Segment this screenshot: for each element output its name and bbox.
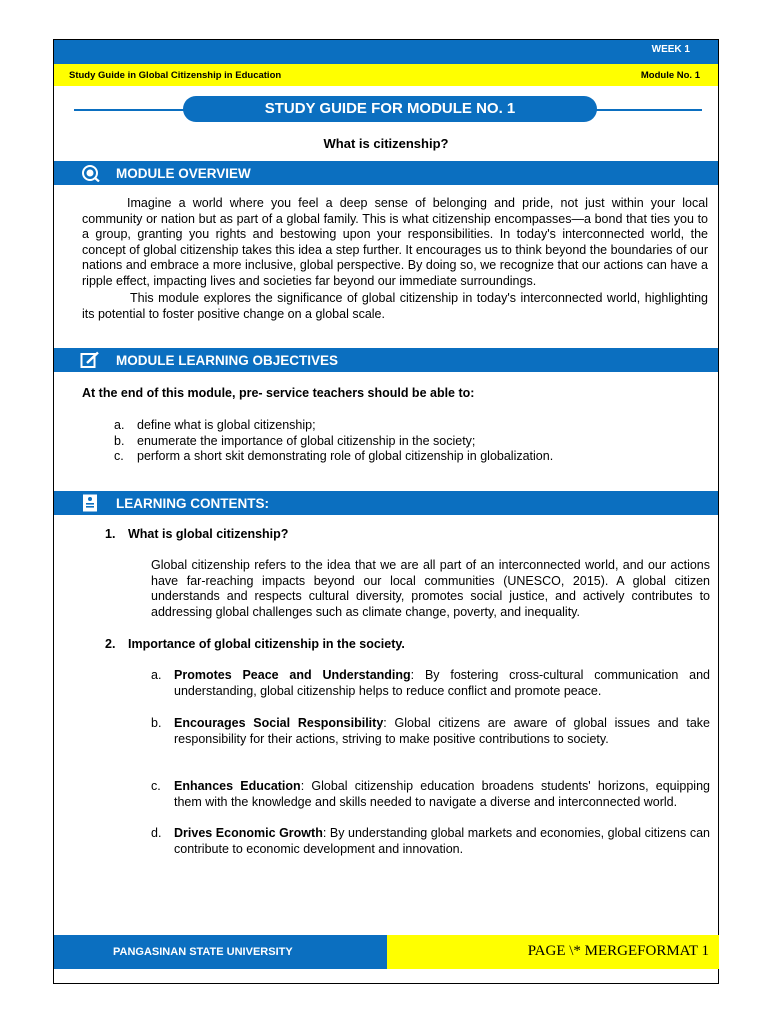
point-text: : Global citizens are aware of global issues and take responsibility for their actions, striving to make positive contributions to society.	[174, 716, 710, 746]
section-heading-objectives: MODULE LEARNING OBJECTIVES	[116, 353, 339, 368]
point-heading: Encourages Social Responsibility	[174, 716, 384, 730]
footer-page-field: PAGE \* MERGEFORMAT 1	[527, 943, 709, 959]
list-marker: a.	[151, 668, 162, 682]
pencil-note-icon	[80, 351, 100, 369]
question-title: Importance of global citizenship in the society.	[128, 637, 405, 651]
list-item	[114, 418, 553, 434]
list-marker: d.	[151, 826, 162, 840]
question-number: 1.	[105, 527, 116, 541]
list-marker: b.	[114, 433, 125, 448]
list-marker: b.	[151, 716, 162, 730]
header-blue-bar	[54, 40, 718, 64]
title-rule-right	[584, 109, 702, 111]
section-heading-contents: LEARNING CONTENTS:	[116, 496, 269, 511]
content-question-1	[105, 527, 288, 541]
document-page	[53, 39, 719, 984]
footer-page-bar	[387, 935, 719, 969]
section-heading-overview: MODULE OVERVIEW	[116, 166, 251, 181]
header-yellow-bar	[54, 64, 718, 86]
list-item	[114, 434, 553, 450]
list-item	[151, 779, 710, 810]
week-label: WEEK 1	[651, 44, 690, 55]
overview-paragraph-1: Imagine a world where you feel a deep sense of belonging and pride, not just within your local community or nation but as part of a global family. This is what citizenship encompasses—a bond that ties you to a group, granting you rights and bestowing upon your responsibilities. In today's interconnected world, the concept of global citizenship takes this idea a step further. It encourages us to think beyond the boundaries of our nations and embrace a more inclusive, global perspective. By doing so, we recognize that our actions can have a ripple effect, impacting lives and societies far beyond our immediate surroundings.	[82, 196, 708, 288]
list-marker: c.	[151, 779, 161, 793]
section-bar-overview	[54, 161, 718, 185]
list-marker: a.	[114, 418, 125, 432]
list-item	[151, 716, 710, 747]
content-paragraph-1: Global citizenship refers to the idea that we are all part of an interconnected world, and our actions have far-reaching impacts beyond our local communities (UNESCO, 2015). A global citizen understands and respects cultural diversity, promotes social justice, and actively contributes to addressing global challenges such as climate change, poverty, and inequality.	[151, 558, 710, 619]
list-marker: c.	[114, 449, 124, 464]
course-title: Study Guide in Global Citizenship in Education	[69, 70, 282, 81]
title-rule-left	[74, 109, 194, 111]
list-item	[151, 668, 710, 699]
objectives-list	[114, 418, 553, 465]
list-text: define what is global citizenship;	[137, 418, 316, 432]
content-question-2	[105, 637, 405, 651]
page-subtitle: What is citizenship?	[323, 136, 449, 151]
point-text: : Global citizenship education broadens students' horizons, equipping them with the knowledge and skills needed to navigate a diverse and interconnected world.	[174, 779, 710, 809]
list-text: enumerate the importance of global citizenship in the society;	[137, 433, 476, 448]
module-number: Module No. 1	[640, 70, 700, 81]
overview-paragraph-2: This module explores the significance of global citizenship in today's interconnected world, highlighting its potential to foster positive change on a global scale.	[82, 291, 708, 321]
point-heading: Promotes Peace and Understanding	[174, 668, 411, 682]
footer-university-bar	[54, 935, 387, 969]
point-text: : By fostering cross-cultural communication and understanding, global citizenship helps to reduce conflict and promote peace.	[174, 668, 710, 698]
list-item	[114, 449, 553, 465]
question-number: 2.	[105, 637, 116, 651]
list-text: perform a short skit demonstrating role of global citizenship in globalization.	[137, 449, 554, 464]
point-heading: Drives Economic Growth	[174, 826, 323, 840]
point-text: : By understanding global markets and economies, global citizens can contribute to economic development and innovation.	[174, 826, 710, 856]
question-title: What is global citizenship?	[128, 527, 289, 541]
document-icon	[80, 494, 100, 512]
section-bar-contents	[54, 491, 718, 515]
page-title: STUDY GUIDE FOR MODULE NO. 1	[183, 96, 597, 122]
magnifier-icon	[80, 164, 100, 182]
list-item	[151, 826, 710, 857]
section-bar-objectives	[54, 348, 718, 372]
point-heading: Enhances Education	[174, 779, 301, 793]
objectives-lead: At the end of this module, pre- service teachers should be able to:	[82, 386, 475, 400]
footer-university: PANGASINAN STATE UNIVERSITY	[113, 946, 293, 958]
